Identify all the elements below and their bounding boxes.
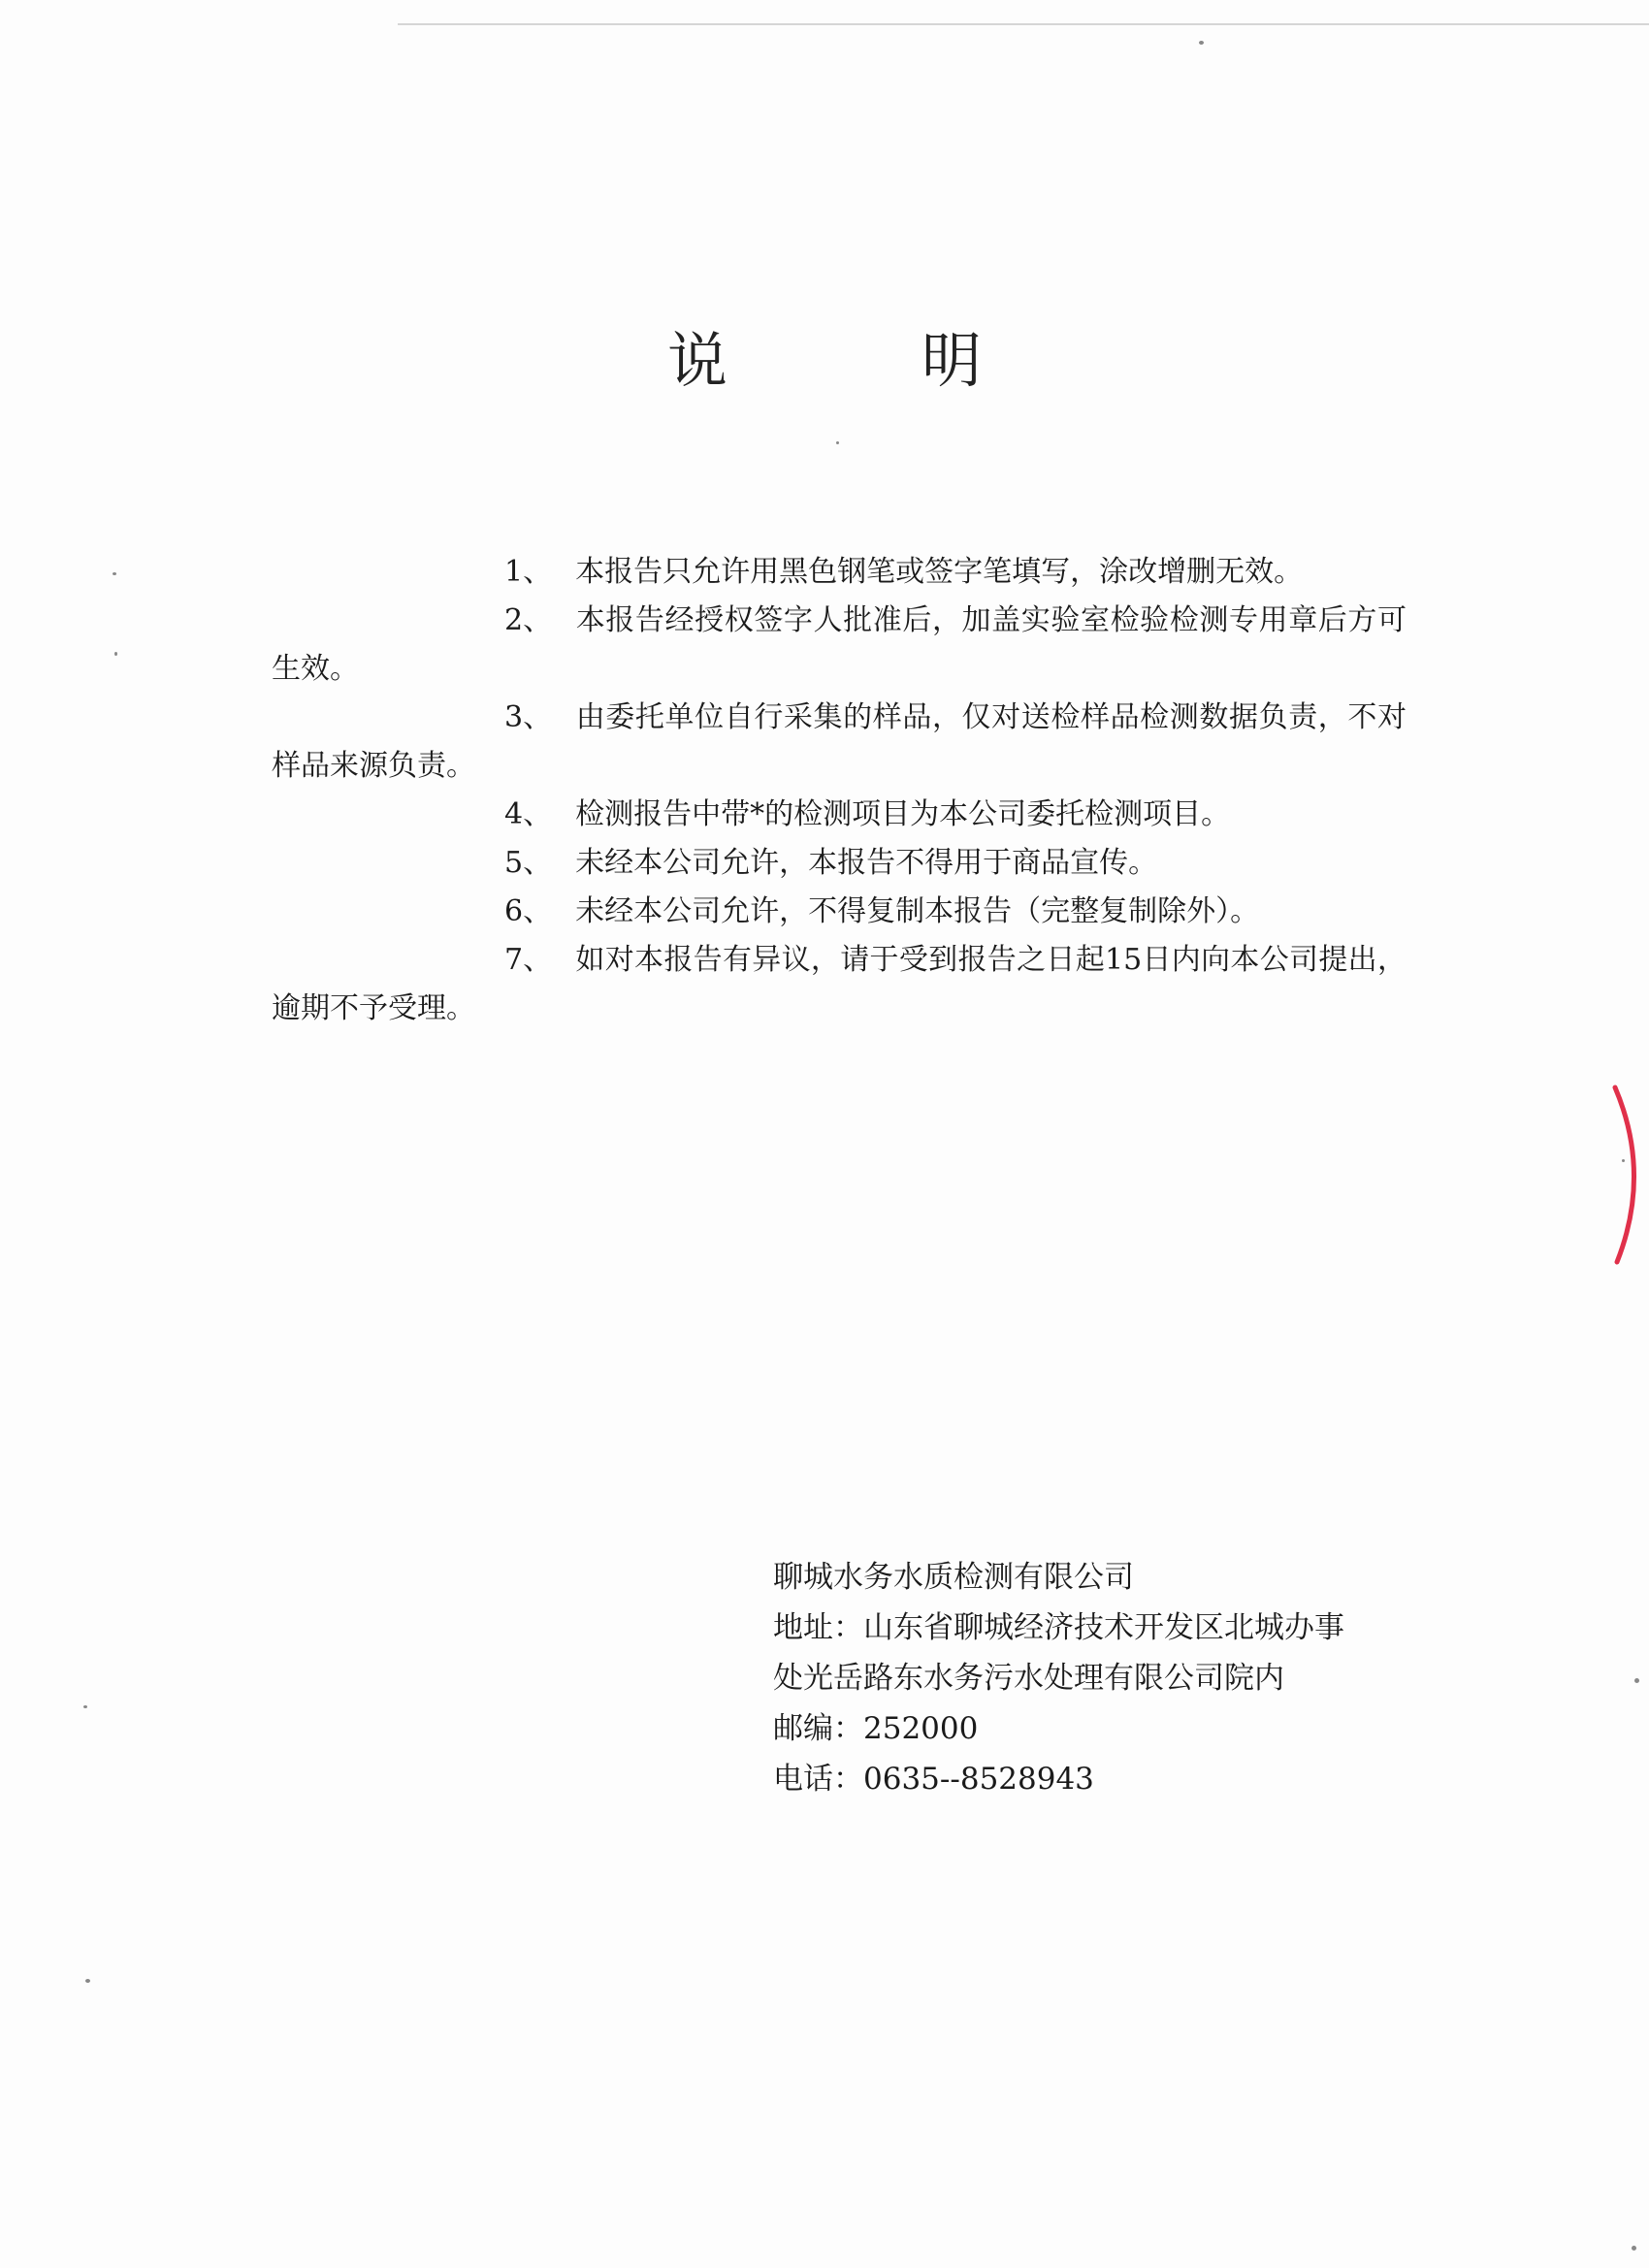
note-text: 检测报告中带*的检测项目为本公司委托检测项目。 bbox=[575, 797, 1231, 831]
scan-edge-line bbox=[398, 23, 1649, 25]
note-number: 5、 bbox=[504, 846, 553, 880]
note-number: 7、 bbox=[504, 943, 553, 977]
seal-stamp-edge bbox=[1596, 1082, 1649, 1266]
note-number: 4、 bbox=[504, 797, 553, 831]
notes-list bbox=[272, 548, 1406, 1033]
company-phone: 电话：0635--8528943 bbox=[773, 1762, 1094, 1797]
company-postcode: 邮编：252000 bbox=[773, 1711, 979, 1746]
scan-speck bbox=[1199, 41, 1204, 45]
note-number: 6、 bbox=[504, 894, 553, 928]
title-char-2: 明 bbox=[922, 325, 983, 396]
company-name: 聊城水务水质检测有限公司 bbox=[773, 1560, 1134, 1595]
note-number: 1、 bbox=[504, 555, 553, 589]
note-item bbox=[272, 548, 1406, 597]
page-title bbox=[0, 312, 1649, 399]
scan-speck bbox=[836, 441, 839, 444]
scan-speck bbox=[85, 1979, 90, 1983]
note-text: 本报告只允许用黑色钢笔或签字笔填写，涂改增删无效。 bbox=[575, 555, 1304, 589]
note-text: 由委托单位自行采集的样品，仅对送检样品检测数据负责，不对样品来源负责。 bbox=[272, 700, 1406, 783]
note-item bbox=[272, 839, 1406, 888]
note-item bbox=[272, 597, 1406, 694]
scan-speck bbox=[114, 652, 117, 656]
company-info bbox=[773, 1552, 1413, 1804]
scan-speck bbox=[83, 1705, 87, 1708]
scan-speck bbox=[113, 572, 116, 575]
note-item bbox=[272, 936, 1406, 1033]
company-address-line-2: 处光岳路东水务污水处理有限公司院内 bbox=[773, 1661, 1284, 1696]
note-text: 未经本公司允许，不得复制本报告（完整复制除外）。 bbox=[575, 894, 1260, 928]
note-item bbox=[272, 694, 1406, 791]
note-text: 如对本报告有异议，请于受到报告之日起15日内向本公司提出，逾期不予受理。 bbox=[272, 943, 1406, 1025]
note-text: 本报告经授权签字人批准后，加盖实验室检验检测专用章后方可生效。 bbox=[272, 603, 1406, 686]
scan-speck bbox=[1622, 1159, 1625, 1162]
note-number: 3、 bbox=[504, 700, 553, 734]
note-text: 未经本公司允许，本报告不得用于商品宣传。 bbox=[575, 846, 1158, 880]
title-char-1: 说 bbox=[666, 325, 728, 396]
scan-speck bbox=[1634, 1678, 1639, 1683]
note-item bbox=[272, 791, 1406, 839]
note-item bbox=[272, 888, 1406, 936]
scan-speck bbox=[1632, 2246, 1636, 2251]
company-address-line-1: 地址：山东省聊城经济技术开发区北城办事 bbox=[773, 1610, 1344, 1645]
note-number: 2、 bbox=[504, 603, 553, 637]
